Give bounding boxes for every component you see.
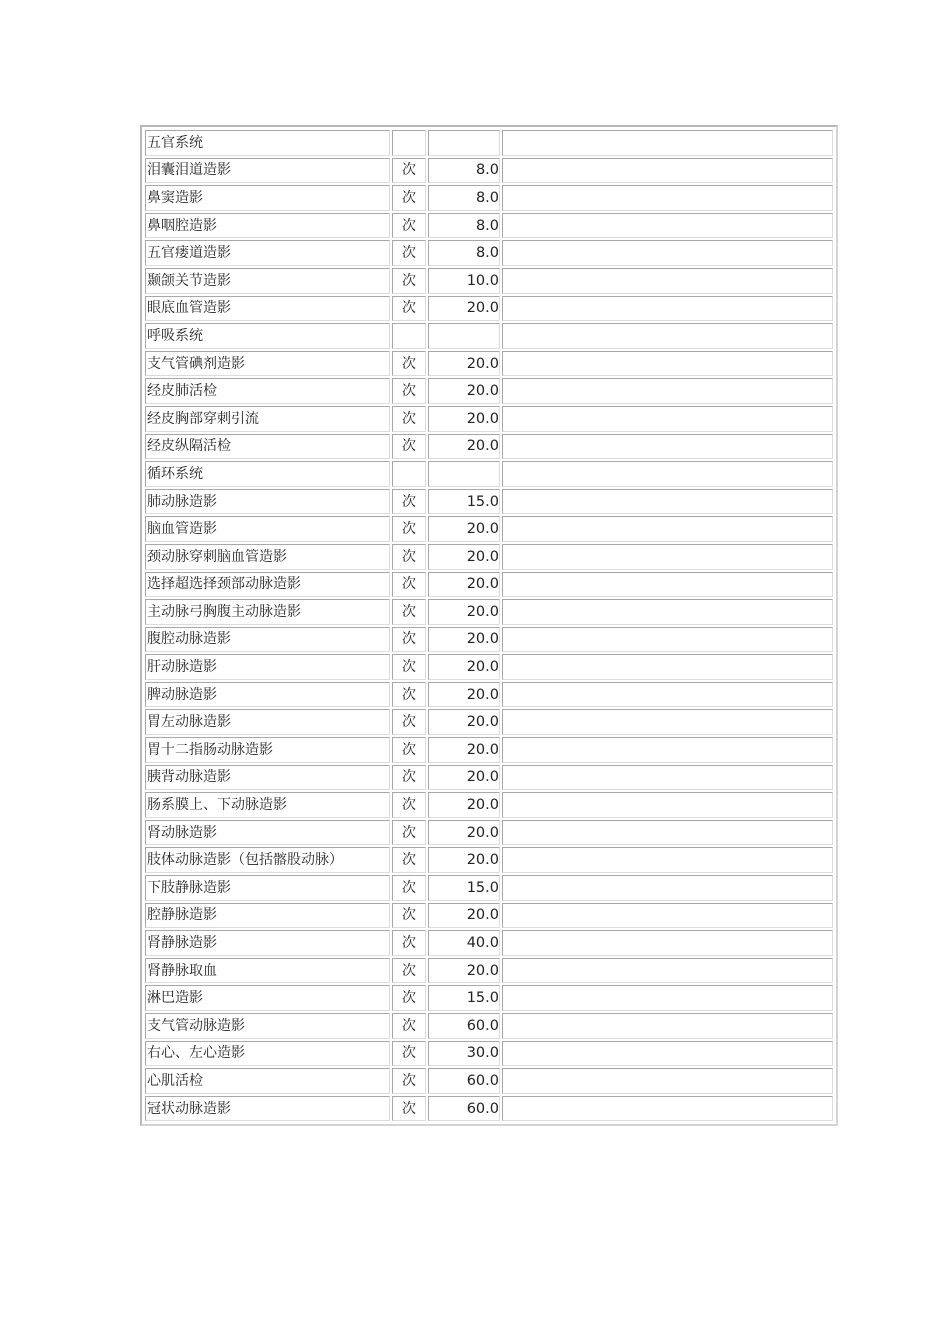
price-cell: 20.0: [428, 682, 500, 708]
table-row: [145, 213, 833, 239]
price-cell: 20.0: [428, 296, 500, 322]
price-cell: 20.0: [428, 709, 500, 735]
item-name-cell: 支气管动脉造影: [145, 1013, 390, 1039]
price-cell: 15.0: [428, 875, 500, 901]
unit-cell: 次: [392, 213, 426, 239]
note-cell: [502, 544, 833, 570]
item-name-cell: 胃左动脉造影: [145, 709, 390, 735]
item-name-cell: 颞颌关节造影: [145, 268, 390, 294]
table-row: [145, 682, 833, 708]
unit-cell: 次: [392, 296, 426, 322]
unit-cell: 次: [392, 709, 426, 735]
note-cell: [502, 709, 833, 735]
unit-cell: 次: [392, 599, 426, 625]
price-cell: 20.0: [428, 434, 500, 460]
unit-cell: 次: [392, 185, 426, 211]
note-cell: [502, 985, 833, 1011]
price-cell: 20.0: [428, 765, 500, 791]
table-row: [145, 351, 833, 377]
note-cell: [502, 240, 833, 266]
price-cell: 8.0: [428, 185, 500, 211]
item-name-cell: 肾静脉造影: [145, 930, 390, 956]
item-name-cell: 呼吸系统: [145, 323, 390, 349]
unit-cell: 次: [392, 351, 426, 377]
unit-cell: 次: [392, 847, 426, 873]
unit-cell: 次: [392, 434, 426, 460]
price-cell: 20.0: [428, 406, 500, 432]
note-cell: [502, 158, 833, 184]
price-cell: 20.0: [428, 958, 500, 984]
price-cell: 20.0: [428, 903, 500, 929]
table-row: [145, 1041, 833, 1067]
note-cell: [502, 185, 833, 211]
unit-cell: 次: [392, 875, 426, 901]
note-cell: [502, 792, 833, 818]
item-name-cell: 肾动脉造影: [145, 820, 390, 846]
price-cell: 20.0: [428, 544, 500, 570]
note-cell: [502, 434, 833, 460]
item-name-cell: 下肢静脉造影: [145, 875, 390, 901]
table-row: [145, 985, 833, 1011]
note-cell: [502, 516, 833, 542]
unit-cell: 次: [392, 958, 426, 984]
item-name-cell: 冠状动脉造影: [145, 1096, 390, 1122]
item-name-cell: 肝动脉造影: [145, 654, 390, 680]
table-row: [145, 765, 833, 791]
price-cell: 30.0: [428, 1041, 500, 1067]
note-cell: [502, 461, 833, 487]
item-name-cell: 鼻咽腔造影: [145, 213, 390, 239]
price-cell: 20.0: [428, 599, 500, 625]
table-row: [145, 378, 833, 404]
price-cell: [428, 323, 500, 349]
unit-cell: 次: [392, 820, 426, 846]
price-cell: 20.0: [428, 737, 500, 763]
item-name-cell: 胃十二指肠动脉造影: [145, 737, 390, 763]
item-name-cell: 心肌活检: [145, 1068, 390, 1094]
item-name-cell: 颈动脉穿刺脑血管造影: [145, 544, 390, 570]
price-cell: 15.0: [428, 489, 500, 515]
note-cell: [502, 682, 833, 708]
table-row: [145, 240, 833, 266]
item-name-cell: 腔静脉造影: [145, 903, 390, 929]
note-cell: [502, 1013, 833, 1039]
item-name-cell: 眼底血管造影: [145, 296, 390, 322]
note-cell: [502, 847, 833, 873]
table-row: [145, 185, 833, 211]
table-row: [145, 599, 833, 625]
unit-cell: 次: [392, 158, 426, 184]
note-cell: [502, 572, 833, 598]
unit-cell: [392, 461, 426, 487]
note-cell: [502, 599, 833, 625]
table-row: [145, 406, 833, 432]
item-name-cell: 淋巴造影: [145, 985, 390, 1011]
note-cell: [502, 323, 833, 349]
unit-cell: 次: [392, 240, 426, 266]
table-row: [145, 1013, 833, 1039]
note-cell: [502, 737, 833, 763]
table-row: [145, 1068, 833, 1094]
item-name-cell: 肠系膜上、下动脉造影: [145, 792, 390, 818]
price-cell: 20.0: [428, 627, 500, 653]
note-cell: [502, 130, 833, 156]
price-cell: [428, 130, 500, 156]
price-cell: 20.0: [428, 516, 500, 542]
item-name-cell: 五官瘘道造影: [145, 240, 390, 266]
note-cell: [502, 958, 833, 984]
note-cell: [502, 820, 833, 846]
price-cell: 8.0: [428, 158, 500, 184]
table-row: [145, 516, 833, 542]
unit-cell: 次: [392, 516, 426, 542]
item-name-cell: 脑血管造影: [145, 516, 390, 542]
unit-cell: 次: [392, 985, 426, 1011]
item-name-cell: 选择超选择颈部动脉造影: [145, 572, 390, 598]
unit-cell: 次: [392, 544, 426, 570]
table-row: [145, 158, 833, 184]
note-cell: [502, 627, 833, 653]
price-cell: 20.0: [428, 792, 500, 818]
unit-cell: 次: [392, 737, 426, 763]
unit-cell: 次: [392, 930, 426, 956]
price-cell: 40.0: [428, 930, 500, 956]
price-cell: 60.0: [428, 1096, 500, 1122]
category-row: [145, 130, 833, 156]
price-cell: 20.0: [428, 820, 500, 846]
unit-cell: 次: [392, 268, 426, 294]
table-row: [145, 709, 833, 735]
table-row: [145, 572, 833, 598]
unit-cell: 次: [392, 1096, 426, 1122]
note-cell: [502, 875, 833, 901]
item-name-cell: 循环系统: [145, 461, 390, 487]
item-name-cell: 胰背动脉造影: [145, 765, 390, 791]
price-cell: 60.0: [428, 1068, 500, 1094]
item-name-cell: 主动脉弓胸腹主动脉造影: [145, 599, 390, 625]
price-cell: 8.0: [428, 240, 500, 266]
note-cell: [502, 654, 833, 680]
item-name-cell: 肢体动脉造影（包括髂股动脉）: [145, 847, 390, 873]
unit-cell: 次: [392, 489, 426, 515]
table-row: [145, 268, 833, 294]
price-cell: 10.0: [428, 268, 500, 294]
note-cell: [502, 406, 833, 432]
price-cell: 8.0: [428, 213, 500, 239]
unit-cell: 次: [392, 406, 426, 432]
note-cell: [502, 213, 833, 239]
unit-cell: 次: [392, 765, 426, 791]
price-cell: 20.0: [428, 572, 500, 598]
fee-table: [143, 128, 835, 1123]
note-cell: [502, 1041, 833, 1067]
unit-cell: 次: [392, 1041, 426, 1067]
fee-table-frame: [140, 125, 838, 1126]
table-row: [145, 792, 833, 818]
note-cell: [502, 765, 833, 791]
note-cell: [502, 930, 833, 956]
note-cell: [502, 351, 833, 377]
item-name-cell: 五官系统: [145, 130, 390, 156]
price-cell: [428, 461, 500, 487]
unit-cell: 次: [392, 1068, 426, 1094]
unit-cell: 次: [392, 1013, 426, 1039]
note-cell: [502, 489, 833, 515]
unit-cell: [392, 130, 426, 156]
unit-cell: 次: [392, 572, 426, 598]
unit-cell: 次: [392, 903, 426, 929]
item-name-cell: 右心、左心造影: [145, 1041, 390, 1067]
table-row: [145, 875, 833, 901]
item-name-cell: 泪囊泪道造影: [145, 158, 390, 184]
item-name-cell: 鼻窦造影: [145, 185, 390, 211]
price-cell: 20.0: [428, 351, 500, 377]
table-row: [145, 654, 833, 680]
table-row: [145, 544, 833, 570]
item-name-cell: 经皮胸部穿刺引流: [145, 406, 390, 432]
table-row: [145, 737, 833, 763]
item-name-cell: 肾静脉取血: [145, 958, 390, 984]
table-row: [145, 434, 833, 460]
note-cell: [502, 1096, 833, 1122]
note-cell: [502, 903, 833, 929]
item-name-cell: 肺动脉造影: [145, 489, 390, 515]
table-row: [145, 820, 833, 846]
table-row: [145, 847, 833, 873]
table-row: [145, 627, 833, 653]
unit-cell: 次: [392, 627, 426, 653]
table-row: [145, 296, 833, 322]
item-name-cell: 腹腔动脉造影: [145, 627, 390, 653]
unit-cell: 次: [392, 682, 426, 708]
unit-cell: 次: [392, 654, 426, 680]
category-row: [145, 323, 833, 349]
table-row: [145, 930, 833, 956]
item-name-cell: 脾动脉造影: [145, 682, 390, 708]
note-cell: [502, 268, 833, 294]
price-cell: 20.0: [428, 378, 500, 404]
item-name-cell: 经皮肺活检: [145, 378, 390, 404]
category-row: [145, 461, 833, 487]
price-cell: 20.0: [428, 847, 500, 873]
item-name-cell: 经皮纵隔活检: [145, 434, 390, 460]
table-row: [145, 958, 833, 984]
table-row: [145, 1096, 833, 1122]
unit-cell: 次: [392, 792, 426, 818]
unit-cell: [392, 323, 426, 349]
note-cell: [502, 296, 833, 322]
note-cell: [502, 378, 833, 404]
price-cell: 15.0: [428, 985, 500, 1011]
note-cell: [502, 1068, 833, 1094]
unit-cell: 次: [392, 378, 426, 404]
price-cell: 20.0: [428, 654, 500, 680]
table-row: [145, 489, 833, 515]
price-cell: 60.0: [428, 1013, 500, 1039]
table-row: [145, 903, 833, 929]
fee-table-body: [145, 130, 833, 1121]
item-name-cell: 支气管碘剂造影: [145, 351, 390, 377]
